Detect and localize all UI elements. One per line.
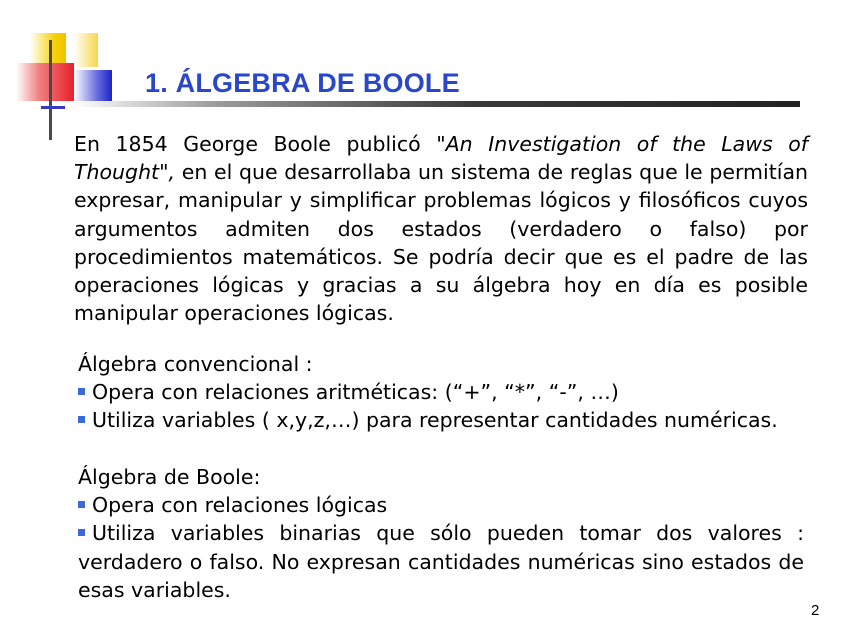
colored-blocks-logo-icon [0, 0, 120, 150]
bullet-text: Opera con relaciones lógicas [92, 493, 388, 518]
square-bullet-icon [78, 416, 85, 423]
intro-paragraph [74, 130, 808, 327]
conventional-algebra-section [78, 350, 804, 435]
list-item [78, 406, 804, 434]
logo-horizontal-line [41, 106, 65, 109]
square-bullet-icon [78, 529, 85, 536]
list-item [78, 378, 804, 406]
slide-title: 1. ÁLGEBRA DE BOOLE [145, 68, 460, 98]
bullet-text: Utiliza variables ( x,y,z,…) para representar cantidades numéricas. [92, 408, 778, 433]
square-bullet-icon [78, 501, 85, 508]
logo-red-block [16, 63, 74, 101]
bullet-text: Opera con relaciones aritméticas: (“+”, “*”, “-”, …) [92, 380, 619, 405]
logo-yellow-block-small [74, 33, 98, 67]
boole-algebra-section [78, 463, 804, 604]
list-item [78, 519, 804, 604]
conventional-heading: Álgebra convencional : [78, 352, 313, 376]
book-title-quote: "An Investigation of the Laws of Thought", [74, 132, 808, 185]
logo-yellow-block [30, 33, 66, 67]
bullet-text: Utiliza variables binarias que sólo pueden tomar dos valores : verdadero o falso. No expresan cantidades numéricas sino estados de esas variables. [78, 521, 804, 602]
title-underline [72, 101, 800, 107]
list-item [78, 491, 804, 519]
boole-heading: Álgebra de Boole: [78, 465, 261, 489]
logo-blue-block [74, 70, 112, 103]
square-bullet-icon [78, 388, 85, 395]
intro-text-rest: en el que desarrollaba un sistema de reglas que le permitían expresar, manipular y simplificar problemas lógicos y filosóficos cuyos argumentos admiten dos estados (verdadero o falso) por procedimientos matemáticos. Se podría decir que es el padre de las operaciones lógicas y gracias a su álgebra hoy en día es posible manipular operaciones lógicas. [74, 160, 808, 326]
page-number: 2 [811, 602, 820, 619]
logo-vertical-line [49, 40, 52, 140]
intro-text-start: En 1854 George Boole publicó [74, 132, 437, 156]
